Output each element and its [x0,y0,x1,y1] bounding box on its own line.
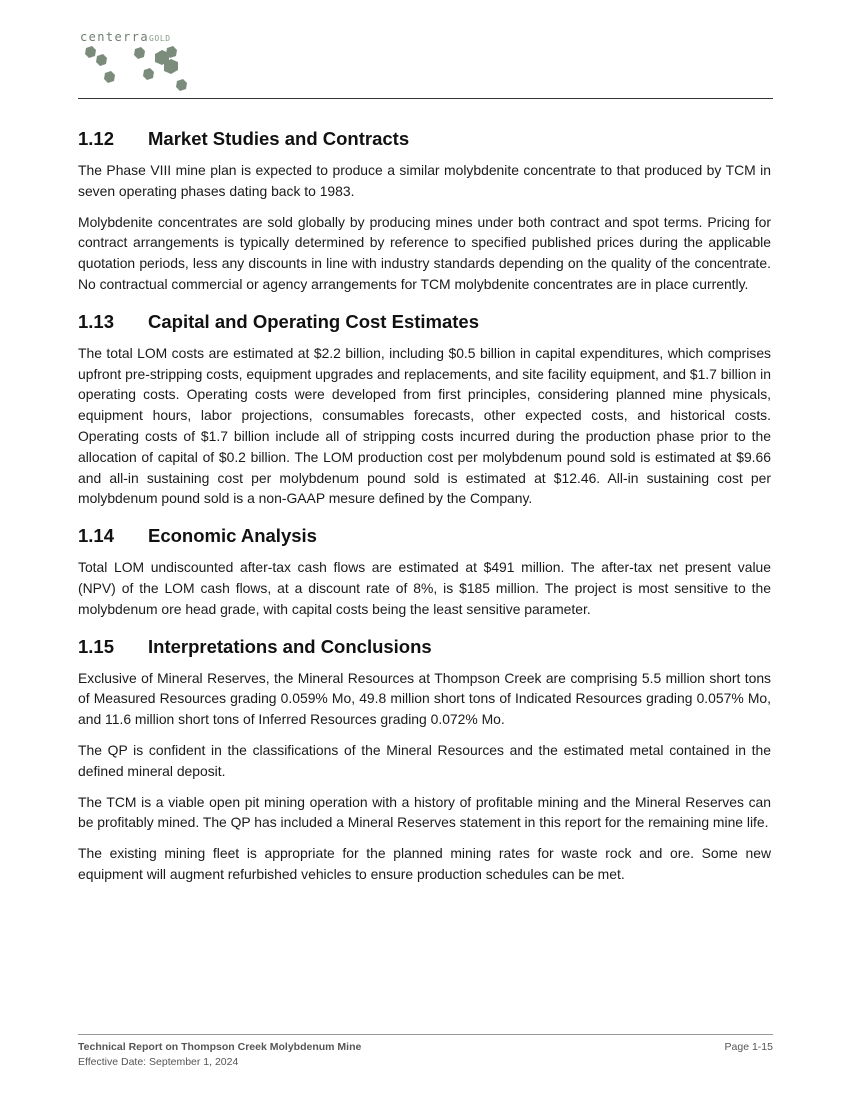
paragraph: The existing mining fleet is appropriate for the planned mining rates for waste rock and ore. Some new equipment will augment refurbished vehicles to ensure production schedules can be met. [78,845,771,882]
section-1-15 [78,630,771,885]
section-title: Market Studies and Contracts [148,128,410,149]
paragraph: Exclusive of Mineral Reserves, the Mineral Resources at Thompson Creek are comprising 5.5 million short tons of Measured Resources grading 0.059% Mo, 49.8 million short tons of Indicated Resources grading 0.057% Mo, and 11.6 million short tons of Inferred Resources grading 0.072% Mo. [78,669,771,728]
logo-hexagon [134,47,145,59]
header-divider [78,98,773,99]
logo-main-text: centerra [80,30,149,44]
paragraph: The TCM is a viable open pit mining operation with a history of profitable mining and the Mineral Reserves can be profitably mined. The QP has included a Mineral Reserves statement in this report for the remaining mine life. [78,793,771,831]
footer-effective-date: Effective Date: September 1, 2024 [78,1056,239,1068]
section-heading [78,519,771,553]
paragraph: The Phase VIII mine plan is expected to produce a similar molybdenite concentrate to that produced by TCM in seven operating phases dating back to 1983. [78,162,771,199]
logo-hexagon [96,54,107,66]
section-number: 1.13 [78,310,115,332]
document-body [78,122,771,895]
section-title: Economic Analysis [148,525,317,547]
section-1-13 [78,305,771,509]
page-footer [78,1040,361,1070]
logo-hexagon [176,79,187,91]
page-number: Page 1-15 [724,1041,773,1053]
section-number: 1.15 [78,635,115,657]
section-1-14 [78,519,771,619]
section-heading [78,122,771,156]
company-logo [80,30,171,44]
logo-hexagon [104,71,115,83]
paragraph: Molybdenite concentrates are sold globally by producing mines under both contract and spot terms. Pricing for contract arrangements is typically determined by reference to specified published prices during the applicable quotation periods, less any discounts in line with industry standards depending on the quality of the concentrate. No contractual commercial or agency arrangements for TCM molybdenite concentrates are in place currently. [78,213,771,292]
section-title: Capital and Operating Cost Estimates [148,310,480,332]
footer-report-title: Technical Report on Thompson Creek Molybdenum Mine [78,1041,362,1053]
logo-suffix-text: GOLD [149,34,171,43]
section-number: 1.14 [78,525,115,547]
section-1-12 [78,122,771,295]
logo-hexagon [143,68,154,80]
section-heading [78,630,771,664]
paragraph: The QP is confident in the classifications of the Mineral Resources and the estimated metal contained in the defined mineral deposit. [78,741,771,779]
footer-divider [78,1034,773,1035]
logo-hexagon [85,46,96,58]
hexagon-cluster-icon [78,44,198,96]
section-heading [78,305,771,339]
paragraph: The total LOM costs are estimated at $2.2 billion, including $0.5 billion in capital expenditures, which comprises upfront pre-stripping costs, equipment upgrades and replacements, and site facility equipment, and $1.7 billion in operating costs. Operating costs were developed from first principles, considering planned mine physicals, equipment hours, labor projections, consumables forecasts, other expected costs, and historical costs. Operating costs of $1.7 billion include all of stripping costs incurred during the production phase prior to the allocation of capital of $0.2 billion. The LOM production cost per molybdenum pound sold is estimated at $9.66 and all-in sustaining cost per molybdenum pound sold is estimated at $12.46. All-in sustaining cost per molybdenum pound sold is a non-GAAP mesure defined by the Company. [78,344,771,507]
paragraph: Total LOM undiscounted after-tax cash flows are estimated at $491 million. The after-tax net present value (NPV) of the LOM cash flows, at a discount rate of 8%, is $185 million. The project is most sensitive to the molybdenum ore head grade, with capital costs being the least sensitive parameter. [78,559,771,617]
page-header [78,28,773,98]
section-title: Interpretations and Conclusions [148,635,432,657]
section-number: 1.12 [78,128,115,149]
